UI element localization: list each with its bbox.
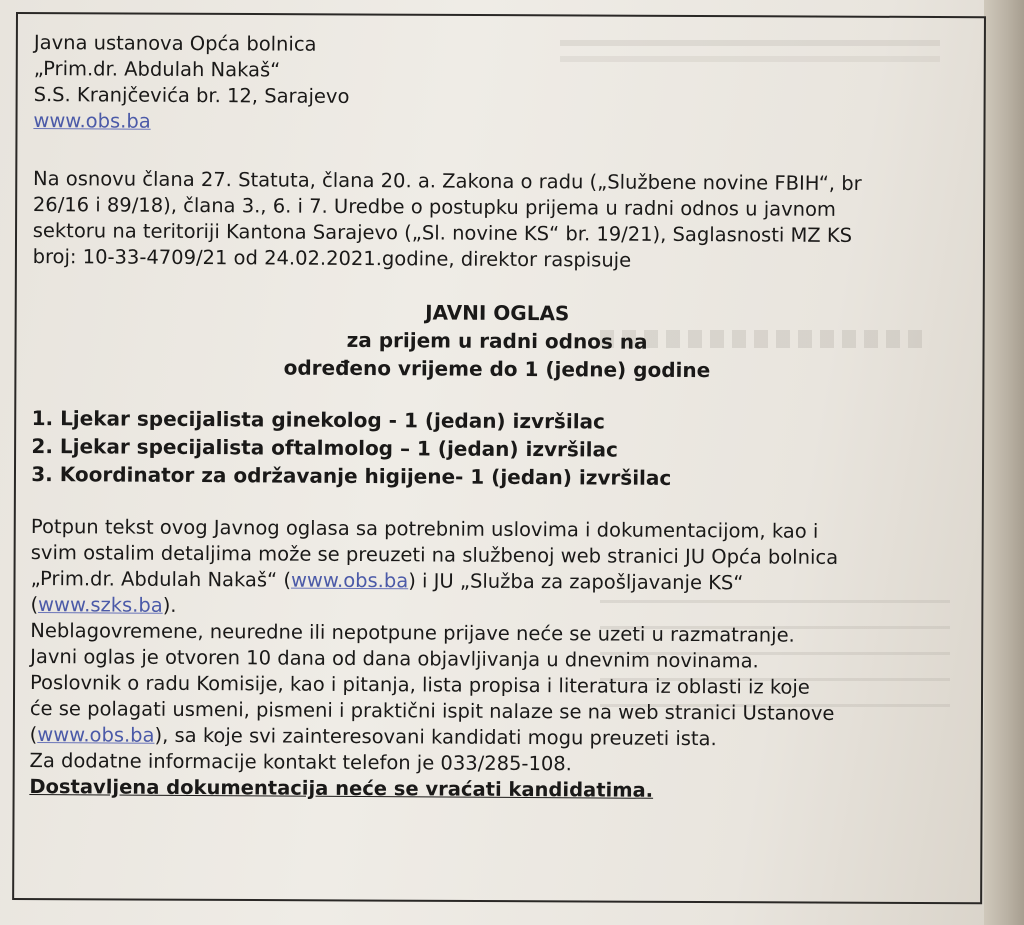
body-line: (www.obs.ba), sa koje svi zainteresovani kandidati mogu preuzeti ista. — [29, 722, 717, 751]
institution-line: Javna ustanova Opća bolnica — [33, 30, 317, 56]
website-link[interactable]: www.obs.ba — [290, 568, 409, 593]
website-link[interactable]: www.szks.ba — [38, 593, 163, 617]
institution-address: S.S. Kranjčevića br. 12, Sarajevo — [33, 82, 350, 108]
page-spine-shadow — [984, 0, 1024, 925]
position-item: 3. Koordinator za održavanje higijene- 1 (jedan) izvršilac — [31, 461, 672, 490]
body-line: Potpun tekst ovog Javnog oglasa sa potrebnim uslovima i dokumentacijom, kao i — [30, 514, 819, 543]
body-line: Javni oglas je otvoren 10 dana od dana objavljivanja u dnevnim novinama. — [30, 644, 759, 673]
preamble — [33, 166, 964, 276]
body-line: (www.szks.ba). — [30, 592, 177, 617]
preamble-line: sektoru na teritoriji Kantona Sarajevo („Sl. novine KS“ br. 19/21), Saglasnosti MZ KS — [32, 218, 853, 248]
body-line: Poslovnik o radu Komisije, kao i pitanja, lista propisa i literatura iz oblasti iz koje — [29, 670, 810, 699]
preamble-line: broj: 10-33-4709/21 od 24.02.2021.godine, direktor raspisuje — [32, 244, 632, 272]
position-item: 1. Ljekar specijalista ginekolog - 1 (jedan) izvršilac — [31, 405, 606, 434]
announcement — [29, 30, 964, 806]
title-subheading: za prijem u radni odnos na — [346, 327, 648, 354]
body-line: će se polagati usmeni, pismeni i praktični ispit nalaze se na web stranici Ustanove — [29, 696, 835, 725]
body-line: „Prim.dr. Abdulah Nakaš“ (www.obs.ba) i JU „Služba za zapošljavanje KS“ — [30, 566, 744, 595]
institution-name: „Prim.dr. Abdulah Nakaš“ — [33, 56, 281, 82]
positions-list — [31, 404, 961, 494]
preamble-line: Na osnovu člana 27. Statuta, člana 20. a. Zakona o radu („Službene novine FBIH“, br — [33, 166, 862, 196]
website-link[interactable]: www.obs.ba — [37, 723, 155, 747]
body-line: Za dodatne informacije kontakt telefon je 033/285-108. — [29, 748, 573, 776]
closing-notice: Dostavljena dokumentacija neće se vraćati kandidatima. — [29, 774, 654, 802]
announcement-body — [29, 514, 961, 806]
announcement-title — [32, 296, 962, 386]
website-link[interactable]: www.obs.ba — [33, 108, 151, 133]
title-subheading: određeno vrijeme do 1 (jedne) godine — [283, 355, 711, 383]
body-line: svim ostalim detaljima može se preuzeti na službenoj web stranici JU Opća bolnica — [30, 540, 839, 569]
position-item: 2. Ljekar specijalista oftalmolog – 1 (jedan) izvršilac — [31, 433, 619, 462]
preamble-line: 26/16 i 89/18), člana 3., 6. i 7. Uredbe o postupku prijema u radni odnos u javnom — [32, 192, 837, 221]
title-heading: JAVNI OGLAS — [425, 300, 570, 326]
body-line: Neblagovremene, neuredne ili nepotpune prijave neće se uzeti u razmatranje. — [30, 618, 795, 647]
institution-header — [33, 30, 964, 140]
